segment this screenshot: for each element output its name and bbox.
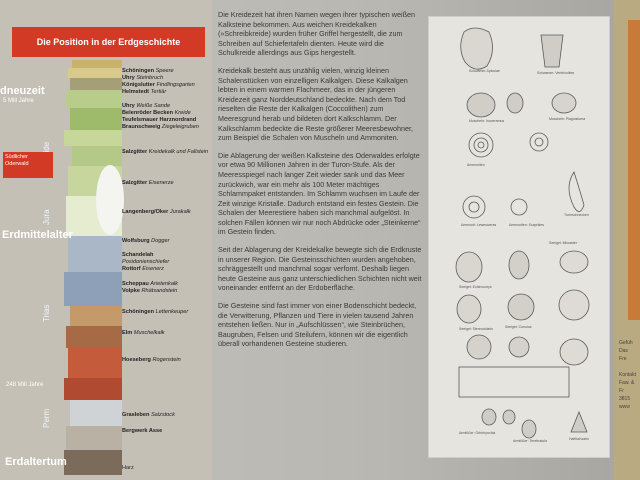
location-highlight-badge: Südlicher Oderwald	[3, 152, 53, 178]
fossil-caption: Schwamm-Spiculae	[469, 69, 500, 73]
location-label: Posidonienschiefer	[122, 259, 170, 265]
paragraph: Die Gesteine sind fast immer von einer Bodenschicht bedeckt, die Verwitterung, Pflanzen und Tiere in vielen tausend Jahren entstehen ließen. Nur in „Aufschlüssen“, wie Steinbrüchen, Baugruben, Felsen und Steilufern, können wir die eigentlich überall vorhandenen Gesteine studieren.	[218, 301, 417, 349]
adjacent-map-edge	[628, 20, 640, 320]
period-label-perm: Perm	[42, 408, 51, 428]
strata-layer	[64, 272, 122, 306]
fossil-caption: Ammoniten	[467, 163, 485, 167]
fossil-caption: Seeigel: Conulus	[505, 325, 532, 329]
paragraph: Seit der Ablagerung der Kreidekalke bewegte sich die Erdkruste in unserer Region. Die Gesteinsschichten wurden angehoben, schräggestellt und manchmal sogar verfomt. Deshalb liegen heute Gesteine aus ganz unterschiedlichen Schichten nicht weit voneinander entfernt an der Erdoberfläche.	[218, 245, 422, 293]
location-label: Salzgitter Kreidekalk und Fallstein	[122, 149, 209, 155]
era-label-mittelalter: Erdmittelalter	[2, 229, 73, 241]
urchin-drawing	[559, 290, 589, 320]
ammonite-drawing	[530, 133, 548, 151]
strata-layer	[66, 90, 122, 108]
location-label: Uhry Steinbruch	[122, 75, 164, 81]
location-label: Schöningen Lettenkeuper	[122, 309, 189, 315]
paragraph: Die Kreidezeit hat ihren Namen wegen ihrer typischen weißen Kalksteine bekommen. Aus weichen Kreidekalken (»Schreibkreide) wurden früher Griffel hergestellt, die zum Schreiben auf Schiefertafeln dienten. Heute wird die Schulkreide allerdings aus Gips hergestellt.	[218, 10, 415, 58]
adjacent-text: Kontakt	[619, 372, 636, 378]
strata-layer	[68, 68, 122, 78]
fossil-caption: Armfüßer: Terebratula	[513, 439, 547, 443]
location-label: Teufelsmauer Harznordrand	[122, 117, 197, 123]
snail-drawing	[569, 172, 584, 212]
ammonite-drawing	[469, 133, 493, 157]
fossil-caption: Haifischzahn	[569, 437, 590, 441]
location-label: Volpke Rhätsandstein	[122, 288, 178, 294]
fossil-illustration-panel	[428, 16, 610, 458]
urchin-drawing	[509, 337, 529, 357]
strata-layer	[70, 400, 122, 426]
ammonite-drawing	[474, 138, 488, 152]
brachiopod-drawing	[522, 420, 536, 438]
era-boundary-label: 248 Mill Jahre	[6, 382, 44, 388]
shell-drawing	[507, 93, 523, 113]
era-label-altertum: Erdaltertum	[5, 456, 67, 468]
location-label: Schandelah	[122, 252, 154, 258]
location-label: Elm Muschelkalk	[122, 330, 165, 336]
location-label: Rottorf Eisenerz	[122, 266, 164, 272]
strata-layer	[70, 306, 122, 326]
strata-layer	[66, 326, 122, 348]
location-label: Bergwerk Asse	[122, 428, 163, 434]
adjacent-text: Faw. &	[619, 380, 635, 386]
adjacent-text: Fr	[619, 388, 624, 394]
strata-layer	[70, 108, 122, 130]
paragraph: Kreidekalk besteht aus unzählig vielen, winzig kleinen Schalenstücken von einzelligen Kalkalgen. Diese Kalkalgen lebten in einem warmen Flachmeer, das in der jüngeren Kreidezeit ganz Norddeutschland bedeckte. Nach dem Tod rieselten die Reste der Kalkalgen (Coccolithen) zum Meeresgrund herab und bildeten dort Kalkschlamm. Der Kalkschlamm bedeckte die Reste größerer Meeresbewohner, zum Beispiel die Schalen von Muscheln und Ammoniten.	[218, 65, 413, 143]
strata-lens	[96, 165, 124, 235]
adjacent-text: www	[619, 404, 630, 410]
location-label: Schöningen Speere	[122, 68, 174, 74]
adjacent-text: 3815	[619, 396, 631, 402]
fossil-drawings	[429, 17, 609, 457]
strata-layer	[68, 236, 122, 272]
location-label: Salzgitter Eisenerze	[122, 180, 174, 186]
urchin-drawing	[560, 339, 588, 365]
ammonite-drawing	[535, 138, 543, 146]
fossil-caption: Muscheln: Inoceramus	[469, 119, 505, 123]
strata-layer	[72, 146, 122, 166]
urchin-drawing	[509, 251, 529, 279]
location-label: Belenröder Becken Kreide	[122, 110, 191, 116]
strata-layer	[64, 450, 122, 475]
shell-drawing	[467, 93, 495, 117]
strata-layer	[66, 426, 122, 450]
urchin-drawing	[508, 294, 534, 320]
adjacent-text: Das	[619, 348, 628, 354]
era-boundary-label: 5 Mill Jahre	[3, 98, 34, 104]
strata-layer	[64, 130, 122, 146]
fossil-caption: Ammonit: Lewesiceras	[461, 223, 497, 227]
strata-layer	[68, 348, 122, 378]
fossil-caption: Seeigel: Stereocidaris	[459, 327, 494, 331]
era-label-neuzeit: dneuzeit	[0, 85, 45, 97]
location-label: Grasleben Salzstock	[122, 412, 175, 418]
urchin-drawing	[560, 251, 588, 273]
location-label: Langenberg/Oker Jurakalk	[122, 209, 191, 215]
period-label-jura: Jura	[42, 209, 51, 225]
paragraph: Die Ablagerung der weißen Kalksteine des Oderwaldes erfolgte vor etwa 90 Millionen Jahren in der Turon-Stufe. Als der Meeresspiegel nach langer Zeit wieder sank und das Meer zurückwich, war ein mehr als 100 Meter mächtiges Schlammpaket entstanden. Im Schlamm wuchsen im Laufe der Zeit winzige Kristalle. Dadurch entstand ein festes Gestein. Die Schalen der Meerestiere haben sich manchmal aufgelöst. In solchen Fällen können wir nur noch Abdrücke oder „Steinkerne“ im Gestein finden.	[218, 150, 421, 237]
shark-tooth-drawing	[571, 412, 587, 432]
location-label: Harz	[122, 465, 134, 471]
location-label: Wolfsburg Dogger	[122, 238, 170, 244]
geologic-timeline-panel	[0, 0, 212, 480]
shell-drawing	[552, 93, 576, 113]
fossil-caption: Turmschnecken	[564, 213, 589, 217]
ammonite-drawing	[463, 196, 485, 218]
sponge-drawing	[461, 28, 493, 69]
adjacent-text: Fre	[619, 356, 627, 362]
strata-layer	[72, 60, 122, 68]
location-label: Königslutter Findlingsgarten	[122, 82, 195, 88]
strata-layer	[70, 78, 122, 90]
fossil-caption: Seeigel: Micraster	[549, 241, 578, 245]
adjacent-text: Gefüh	[619, 340, 633, 346]
urchin-drawing	[467, 335, 491, 359]
diagram-box	[459, 367, 569, 397]
location-label: Hoeseberg Rogenstein	[122, 357, 181, 363]
brachiopod-drawing	[482, 409, 496, 425]
ammonite-drawing	[511, 199, 527, 215]
brachiopod-drawing	[503, 410, 515, 424]
location-label: Helmstedt Tertiär	[122, 89, 167, 95]
urchin-drawing	[457, 295, 481, 323]
fossil-caption: Schwamm: Ventriculites	[537, 71, 575, 75]
urchin-drawing	[456, 252, 482, 282]
fossil-caption: Seeigel: Echinocorys	[459, 285, 492, 289]
panel-title: Die Position in der Erdgeschichte	[12, 27, 205, 57]
ammonite-drawing	[478, 142, 484, 148]
sponge-drawing	[541, 35, 563, 67]
location-label: Scheppau Arietenkalk	[122, 281, 178, 287]
strata-layer	[64, 378, 122, 400]
info-text-column	[218, 10, 422, 357]
fossil-caption: Ammoniten: Scaphites	[509, 223, 545, 227]
fossil-caption: Muscheln: Plagiostoma	[549, 117, 586, 121]
fossil-caption: Armfüßer: Orbirhynchia	[459, 431, 496, 435]
period-label-trias: Trias	[42, 304, 51, 322]
strata-column	[62, 60, 124, 475]
ammonite-drawing	[469, 202, 479, 212]
location-label: Braunschweig Ziegeleigruben	[122, 124, 199, 130]
location-label: Uhry Weiße Sande	[122, 103, 171, 109]
